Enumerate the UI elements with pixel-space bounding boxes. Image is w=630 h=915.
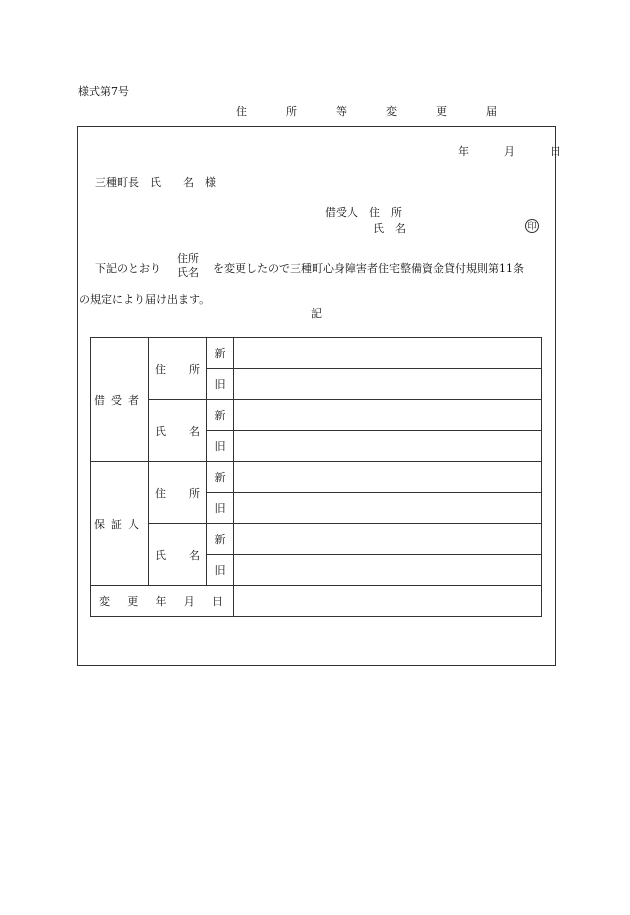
borrower-name-old-field[interactable] (234, 431, 542, 462)
ki-heading: 記 (311, 307, 322, 320)
label-char: 年 (155, 595, 167, 608)
date-month: 月 (504, 145, 515, 158)
date-day: 日 (550, 145, 561, 158)
form-number: 様式第7号 (78, 85, 129, 98)
guarantor-address-old-field[interactable] (234, 493, 542, 524)
group-guarantor: 保証人 (91, 462, 149, 586)
borrower-name-new-field[interactable] (234, 400, 542, 431)
guarantor-name-new-field[interactable] (234, 524, 542, 555)
form-title: 住 所 等 変 更 届 (236, 105, 511, 118)
label-char: 日 (212, 595, 223, 608)
date-year: 年 (458, 145, 469, 158)
old-mark: 旧 (207, 369, 234, 400)
date-line (458, 146, 561, 157)
body-text-start: 下記のとおり (95, 262, 161, 275)
borrower-address-new-field[interactable] (234, 338, 542, 369)
new-mark: 新 (207, 338, 234, 369)
label-char: 所 (189, 486, 200, 500)
label-char: 住 (155, 362, 166, 376)
addressee: 三種町長 氏 名 様 (95, 176, 216, 189)
old-mark: 旧 (207, 555, 234, 586)
new-mark: 新 (207, 400, 234, 431)
new-mark: 新 (207, 462, 234, 493)
label-char: 月 (183, 595, 195, 608)
seal-mark: 印 (525, 219, 539, 233)
change-date-header (91, 586, 234, 617)
label-char: 名 (189, 424, 200, 438)
label-char: 所 (189, 362, 200, 376)
label-char: 住 (155, 486, 166, 500)
old-mark: 旧 (207, 431, 234, 462)
guarantor-name-old-field[interactable] (234, 555, 542, 586)
change-type-address: 住所 (177, 252, 199, 265)
body-text-continued: を変更したので三種町心身障害者住宅整備資金貸付規則第11条 (213, 262, 524, 275)
borrower-name-header (149, 400, 207, 462)
new-mark: 新 (207, 524, 234, 555)
borrower-address-header (149, 338, 207, 400)
label-char: 氏 (155, 548, 166, 562)
guarantor-address-header (149, 462, 207, 524)
change-date-field[interactable] (234, 586, 542, 617)
old-mark: 旧 (207, 493, 234, 524)
change-table (90, 337, 542, 617)
borrower-address-label: 借受人 住 所 (325, 206, 402, 219)
label-char: 名 (189, 548, 200, 562)
guarantor-name-header (149, 524, 207, 586)
body-text-end: の規定により届け出ます。 (79, 293, 211, 306)
change-type-name: 氏名 (177, 266, 199, 279)
label-char: 氏 (155, 424, 166, 438)
borrower-address-old-field[interactable] (234, 369, 542, 400)
change-type-stack (177, 252, 199, 280)
group-borrower: 借受者 (91, 338, 149, 462)
guarantor-address-new-field[interactable] (234, 462, 542, 493)
label-char: 変 (99, 595, 110, 608)
label-char: 更 (127, 595, 139, 608)
borrower-name-label: 氏 名 (373, 222, 406, 235)
